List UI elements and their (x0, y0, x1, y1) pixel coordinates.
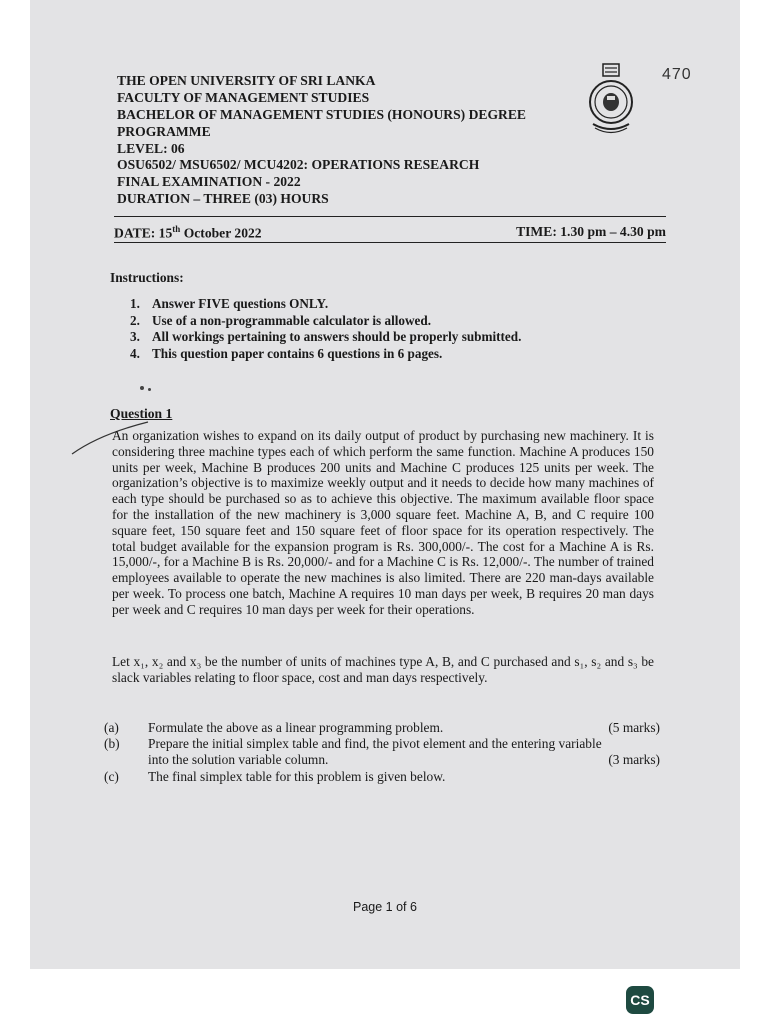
header-bottom-rule (114, 242, 666, 243)
scan-speck (140, 386, 144, 390)
question-part-b-continued: into the solution variable column. (3 marks) (148, 752, 660, 767)
exam-time: TIME: 1.30 pm – 4.30 pm (516, 224, 666, 239)
question-part-c: (c) The final simplex table for this problem is given below. (104, 769, 446, 784)
question-paragraph: An organization wishes to expand on its daily output of product by purchasing new machinery. It is considering three machine types each of which perform the same function. Machine A produces 150 units per week, Machine B produces 200 units and Machine C produces 125 units per week. The organization’s objective is to maximize weekly output and it needs to decide how many machines of each type should be purchased so as to achieve this objective. The maximum available floor space for the installation of the new machinery is 3,000 square feet. Machine A, B, and C require 100 square feet, 150 square feet and 150 square feet of floor space for its operation respectively. The total budget available for the expansion program is Rs. 300,000/-. The cost for a Machine A is Rs. 15,000/-, for a Machine B is Rs. 20,000/- and for a Machine C is Rs. 12,000/-. The number of trained employees available to operate the new machines is also limited. There are 220 man-days available per week. To process one batch, Machine A requires 10 man days per week, B requires 20 man days per week and C requires 10 man days per week for their operations. (112, 428, 654, 617)
marks-label: (5 marks) (608, 720, 660, 735)
marks-label: (3 marks) (608, 752, 660, 767)
degree-name: BACHELOR OF MANAGEMENT STUDIES (HONOURS) DEGREE (117, 107, 526, 122)
exam-date: DATE: 15th October 2022 (114, 224, 262, 241)
university-name: THE OPEN UNIVERSITY OF SRI LANKA (117, 73, 376, 88)
instruction-item: 2. Use of a non-programmable calculator is allowed. (130, 313, 431, 328)
level-label: LEVEL: 06 (117, 141, 185, 156)
question-part-b: (b) Prepare the initial simplex table and find, the pivot element and the entering variable (104, 736, 602, 751)
scan-speck (148, 388, 151, 391)
exam-duration: DURATION – THREE (03) HOURS (117, 191, 329, 206)
instruction-item: 3. All workings pertaining to answers should be properly submitted. (130, 329, 522, 344)
instruction-item: 1. Answer FIVE questions ONLY. (130, 296, 329, 311)
course-code: OSU6502/ MSU6502/ MCU4202: OPERATIONS RESEARCH (117, 157, 480, 172)
question-part-a: (a) Formulate the above as a linear programming problem. (5 marks) (104, 720, 660, 735)
instructions-title: Instructions: (110, 270, 184, 285)
exam-paper-page (30, 0, 740, 969)
university-crest-icon (585, 62, 637, 138)
page-footer: Page 1 of 6 (353, 900, 417, 914)
header-top-rule (114, 216, 666, 217)
camscanner-badge-icon: CS (626, 986, 654, 1014)
exam-title: FINAL EXAMINATION - 2022 (117, 174, 301, 189)
faculty-name: FACULTY OF MANAGEMENT STUDIES (117, 90, 370, 105)
question-paragraph-variables: Let x₁, x₂ and x₃ be the number of units of machines type A, B, and C purchased and s₁, s₂ and s₃ be slack variables relating to floor space, cost and man days respectively. (112, 654, 654, 685)
instruction-item: 4. This question paper contains 6 questions in 6 pages. (130, 346, 443, 361)
question-title: Question 1 (110, 406, 173, 421)
handwritten-page-number: 470 (662, 66, 692, 83)
programme-label: PROGRAMME (117, 124, 211, 139)
